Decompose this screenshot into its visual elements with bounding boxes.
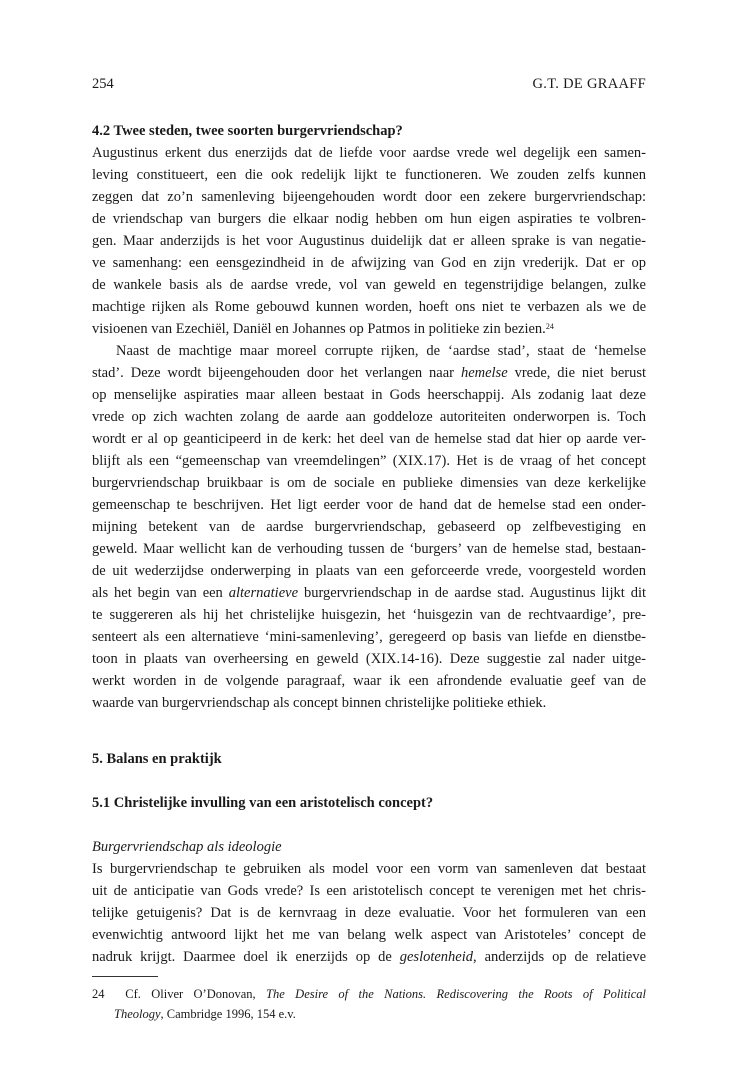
emphasis-text: hemelse bbox=[460, 365, 508, 381]
paragraph-line bbox=[92, 362, 646, 384]
paragraph-line: senteert als een alternatieve ‘mini-samenleving’, geregeerd op basis van liefde en dienstbe- bbox=[92, 629, 646, 645]
paragraph-line: uit de anticipatie van Gods vrede? Is een aristotelisch concept te verenigen met het chris- bbox=[92, 883, 646, 899]
paragraph-line: blijft als een “gemeenschap van vreemdelingen” (XIX.17). Het is de vraag of het concept bbox=[92, 453, 646, 469]
footnote-title: The Desire of the Nations. Rediscovering the Roots of Political bbox=[266, 987, 646, 1001]
section-heading-5: 5. Balans en praktijk bbox=[92, 751, 222, 767]
paragraph-line: de wankele basis als de aardse vrede, vol van geweld en tegenstrijdige belangen, zulke bbox=[92, 277, 646, 293]
paragraph-line bbox=[92, 582, 646, 604]
running-head-author: G.T. DE GRAAFF bbox=[532, 76, 646, 92]
page-number: 254 bbox=[92, 76, 114, 92]
line-text: , anderzijds op de relatieve bbox=[473, 949, 647, 965]
paragraph-line: werkt worden in de volgende paragraaf, waar ik een afrondende evaluatie geef van de bbox=[92, 673, 646, 689]
paragraph-line: zeggen dat zo’n samenleving bijeengehouden wordt door een zekere burgervriendschap: bbox=[92, 189, 646, 205]
line-text: burgervriendschap in de aardse stad. Augustinus lijkt dit bbox=[303, 585, 647, 601]
paragraph-line bbox=[92, 318, 646, 340]
footnote-text: , Cambridge 1996, 154 e.v. bbox=[160, 1007, 296, 1021]
paragraph-line: Is burgervriendschap te gebruiken als model voor een vorm van samenleven dat bestaat bbox=[92, 861, 646, 877]
paragraph-line: toon in plaats van overheersing en geweld (XIX.14-16). Deze suggestie zal nader uitge- bbox=[92, 651, 646, 667]
running-head bbox=[92, 76, 646, 96]
section-heading-4-2: 4.2 Twee steden, twee soorten burgervriendschap? bbox=[92, 123, 403, 139]
paragraph-line: burgervriendschap bruikbaar is om de sociale en publieke dimensies van deze kerkelijke bbox=[92, 475, 646, 491]
line-text: nadruk krijgt. Daarmee doel ik enerzijds op de bbox=[92, 949, 392, 965]
footnote-line bbox=[114, 1004, 646, 1024]
footnote-text: Cf. Oliver O’Donovan, bbox=[125, 987, 256, 1001]
paragraph-line: ve samenhang: een eensgezindheid in de afwijzing van God en zijn vrederijk. Dat er op bbox=[92, 255, 646, 271]
subheading-text: Burgervriendschap als ideologie bbox=[92, 839, 282, 855]
paragraph-line: leving constitueert, een die ook redelijk lijkt te functioneren. We zouden zelfs kunnen bbox=[92, 167, 646, 183]
paragraph-line: Augustinus erkent dus enerzijds dat de liefde voor aardse vrede wel degelijk een samen- bbox=[92, 145, 646, 161]
paragraph-line bbox=[92, 946, 646, 968]
paragraph-line: geweld. Maar wellicht kan de verhouding tussen de ‘burgers’ van de hemelse stad, bestaan- bbox=[92, 541, 646, 557]
paragraph-line: mijning betekent van de aardse burgervriendschap, gebaseerd op zelfbevestiging en bbox=[92, 519, 646, 535]
paragraph-line: Naast de machtige maar moreel corrupte rijken, de ‘aardse stad’, staat de ‘hemelse bbox=[116, 343, 646, 359]
line-text: stad’. Deze wordt bijeengehouden door het verlangen naar bbox=[92, 365, 455, 381]
paragraph-line: te suggereren als hij het christelijke huisgezin, het ‘huisgezin van de rechtvaardige’, pre- bbox=[92, 607, 646, 623]
footnote-divider bbox=[92, 976, 158, 977]
paragraph-line: evenwichtig antwoord lijkt het me van belang welk aspect van Aristoteles’ concept de bbox=[92, 927, 646, 943]
paragraph-line: de uit wederzijdse onderwerping in plaats van een geforceerde vrede, voorgesteld worden bbox=[92, 563, 646, 579]
paragraph-line: de vriendschap van burgers die elkaar nodig hebben om hun eigen aspiraties te volbren- bbox=[92, 211, 646, 227]
paragraph-line: vrede op zich wachten zolang de aarde aan goddeloze autoriteiten onderworpen is. Toch bbox=[92, 409, 646, 425]
emphasis-text: alternatieve bbox=[228, 585, 299, 601]
emphasis-text: geslotenheid bbox=[399, 949, 474, 965]
paragraph-line: wordt er al op geanticipeerd in de kerk: het deel van de hemelse stad dat hier op aarde ver- bbox=[92, 431, 646, 447]
line-text: visioenen van Ezechiël, Daniël en Johannes op Patmos in politieke zin bezien. bbox=[92, 321, 546, 337]
paragraph-line: waarde van burgervriendschap als concept binnen christelijke politieke ethiek. bbox=[92, 695, 547, 711]
paragraph-line: machtige rijken als Rome gebouwd kunnen worden, hoeft ons niet te verbazen als we de bbox=[92, 299, 646, 315]
footnote-number: 24 bbox=[92, 987, 105, 1001]
footnote-title: Theology bbox=[114, 1007, 161, 1021]
section-heading-5-1: 5.1 Christelijke invulling van een aristotelisch concept? bbox=[92, 795, 434, 811]
footnote-reference: 24 bbox=[545, 322, 554, 331]
paragraph-line: gemeenschap te beschrijven. Het ligt eerder voor de hand dat de hemelse stad een onder- bbox=[92, 497, 646, 513]
line-text: vrede, die niet berust bbox=[514, 365, 647, 381]
subheading bbox=[92, 836, 646, 858]
line-text: als het begin van een bbox=[92, 585, 223, 601]
footnote-line bbox=[92, 984, 646, 1004]
paragraph-line: gen. Maar anderzijds is het voor Augustinus duidelijk dat er alleen sprake is van negatie- bbox=[92, 233, 646, 249]
paragraph-line: op menselijke aspiraties maar alleen bestaat in Gods heerschappij. Als zodanig laat deze bbox=[92, 387, 646, 403]
paragraph-line: telijke getuigenis? Dat is de kernvraag in deze evaluatie. Voor het formuleren van een bbox=[92, 905, 646, 921]
